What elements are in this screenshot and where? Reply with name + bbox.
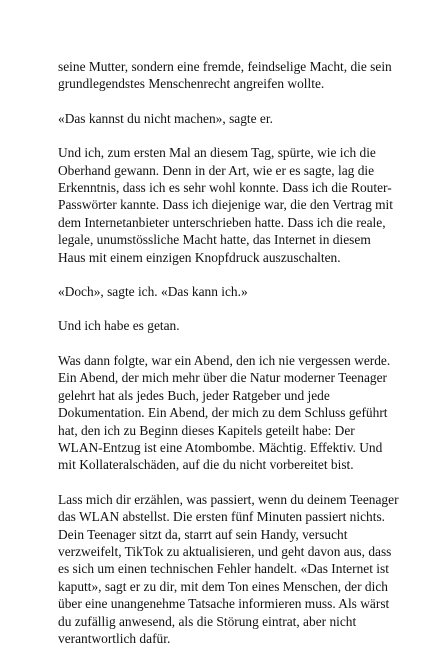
text-line: Haus mit einem einzigen Knopfdruck auszuschalten. [58, 249, 341, 265]
text-line: verzweifelt, TikTok zu aktualisieren, und geht davon aus, dass [58, 543, 392, 559]
text-line: Passwörter kannte. Dass ich diejenige war, die den Vertrag mit [58, 197, 393, 213]
text-line: hat, den ich zu Beginn dieses Kapitels geteilt habe: Der [58, 422, 355, 438]
text-line: dem Internetanbieter unterschrieben hatte. Dass ich die reale, [58, 214, 386, 230]
text-line: Dokumentation. Ein Abend, der mich zu dem Schluss geführt [58, 405, 388, 421]
text-line: Erkenntnis, dass ich es sehr wohl konnte. Dass ich die Router- [58, 180, 392, 196]
text-line: grundlegendstes Menschenrecht angreifen wollte. [58, 76, 325, 92]
text-line: mit Kollateralschäden, auf die du nicht vorbereitet bist. [58, 457, 354, 473]
text-line: verantwortlich dafür. [58, 630, 171, 646]
text-line: legale, unumstössliche Macht hatte, das Internet in diesem [58, 232, 371, 248]
text-line: Dein Teenager sitzt da, starrt auf sein Handy, versucht [58, 526, 348, 542]
text-line: Ein Abend, der mich mehr über die Natur moderner Teenager [58, 370, 387, 386]
text-line: es sich um einen technischen Fehler handelt. «Das Internet ist [58, 561, 389, 577]
text-line: Was dann folgte, war ein Abend, den ich nie vergessen werde. [58, 352, 391, 368]
text-line: Oberhand gewann. Denn in der Art, wie er es sagte, lag die [58, 162, 375, 178]
paragraph-1 [58, 58, 392, 93]
paragraph-2 [58, 110, 378, 127]
text-line: gelehrt hat als jedes Buch, jeder Ratgeber und jede [58, 387, 330, 403]
paragraph-5 [58, 317, 378, 334]
text-line: über eine unangenehme Tatsache informieren muss. Als wärst [58, 596, 390, 612]
text-line: das WLAN abstellst. Die ersten fünf Minuten passiert nichts. [58, 509, 386, 525]
text-line: Und ich, zum ersten Mal an diesem Tag, spürte, wie ich die [58, 145, 376, 161]
paragraph-7 [58, 491, 399, 648]
paragraph-3 [58, 144, 393, 266]
text-line: kaputt», sagt er zu dir, mit dem Ton eines Menschen, der dich [58, 578, 388, 594]
book-page [58, 58, 399, 664]
text-line: WLAN-Entzug ist eine Atombombe. Mächtig. Effektiv. Und [58, 439, 383, 455]
text-line: «Das kannst du nicht machen», sagte er. [58, 110, 273, 126]
text-line: Lass mich dir erzählen, was passiert, wenn du deinem Teenager [58, 491, 399, 507]
text-line: seine Mutter, sondern eine fremde, feindselige Macht, die sein [58, 59, 392, 74]
text-line: «Doch», sagte ich. «Das kann ich.» [58, 284, 248, 300]
paragraph-4 [58, 283, 378, 300]
text-line: du zufällig anwesend, als die Störung eintrat, aber nicht [58, 613, 357, 629]
paragraph-6 [58, 352, 391, 474]
text-line: Und ich habe es getan. [58, 318, 180, 334]
